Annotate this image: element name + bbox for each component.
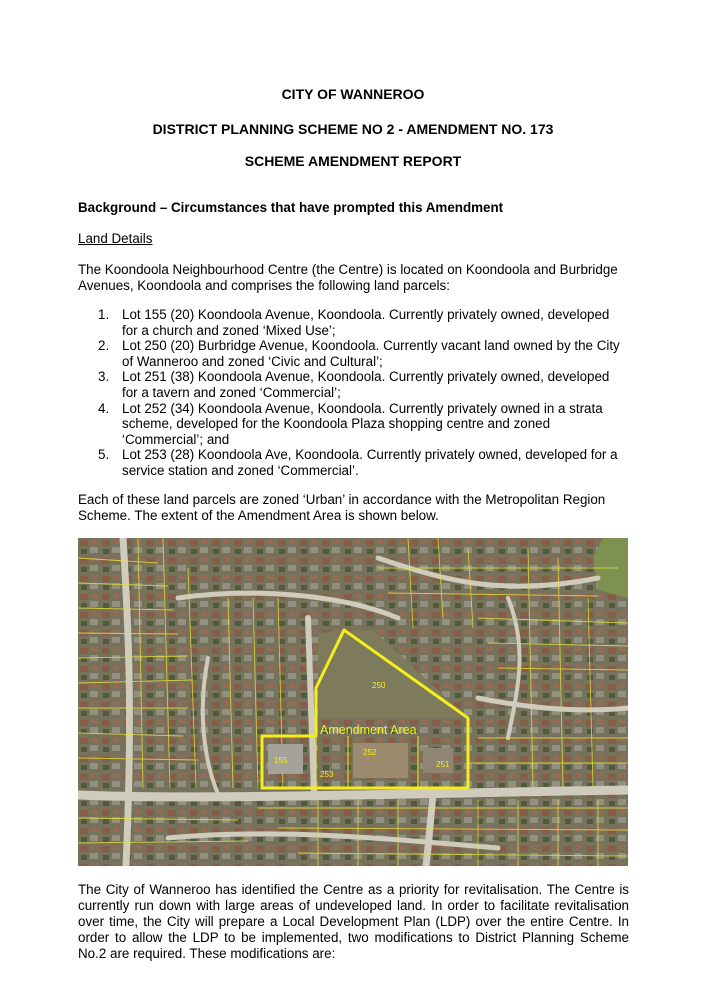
list-item: 3. Lot 251 (38) Koondoola Avenue, Koondoola. Currently privately owned, developed for a tavern and zoned ‘Commercial’; (98, 369, 610, 400)
lot-label-250: 250 (372, 681, 386, 690)
lot-label-155: 155 (274, 756, 288, 765)
zoning-paragraph: Each of these land parcels are zoned ‘Urban’ in accordance with the Metropolitan Region Scheme. The extent of the Amendment Area is shown below. (78, 492, 606, 523)
city-title: CITY OF WANNEROO (281, 86, 425, 102)
list-item: 5. Lot 253 (28) Koondoola Ave, Koondoola. Currently privately owned, developed for a service station and zoned ‘Commercial’. (98, 447, 618, 478)
list-item: 2. Lot 250 (20) Burbridge Avenue, Koondoola. Currently vacant land owned by the City of Wanneroo and zoned ‘Civic and Cultural’; (98, 338, 620, 369)
lot-list (78, 307, 626, 479)
lot-label-253: 253 (320, 770, 334, 779)
report-title: SCHEME AMENDMENT REPORT (244, 153, 462, 169)
closing-paragraph: The City of Wanneroo has identified the Centre as a priority for revitalisation. The Centre is currently run down with large areas of undeveloped land. In order to facilitate revitalisation over time, the City will prepare a Local Development Plan (LDP) over the entire Centre. In order to allow the LDP to be implemented, two modifications to District Planning Scheme No.2 are required. These modifications are: (78, 882, 629, 961)
list-item: 4. Lot 252 (34) Koondoola Avenue, Koondoola. Currently privately owned in a strata scheme, developed for the Koondoola Plaza shopping centre and zoned ‘Commercial’; and (98, 400, 603, 447)
land-details-heading: Land Details (78, 231, 153, 246)
scheme-title: DISTRICT PLANNING SCHEME NO 2 - AMENDMENT NO. 173 (152, 121, 554, 137)
lot-label-252: 252 (363, 748, 377, 757)
background-heading: Background – Circumstances that have prompted this Amendment (78, 200, 504, 215)
list-item: 1. Lot 155 (20) Koondoola Avenue, Koondoola. Currently privately owned, developed for a church and zoned ‘Mixed Use’; (98, 307, 610, 338)
intro-paragraph: The Koondoola Neighbourhood Centre (the Centre) is located on Koondoola and Burbridge Avenues, Koondoola and comprises the following land parcels: (78, 262, 618, 293)
aerial-map (78, 538, 628, 866)
lot-label-251: 251 (436, 760, 450, 769)
amendment-area-label: Amendment Area (320, 723, 417, 737)
